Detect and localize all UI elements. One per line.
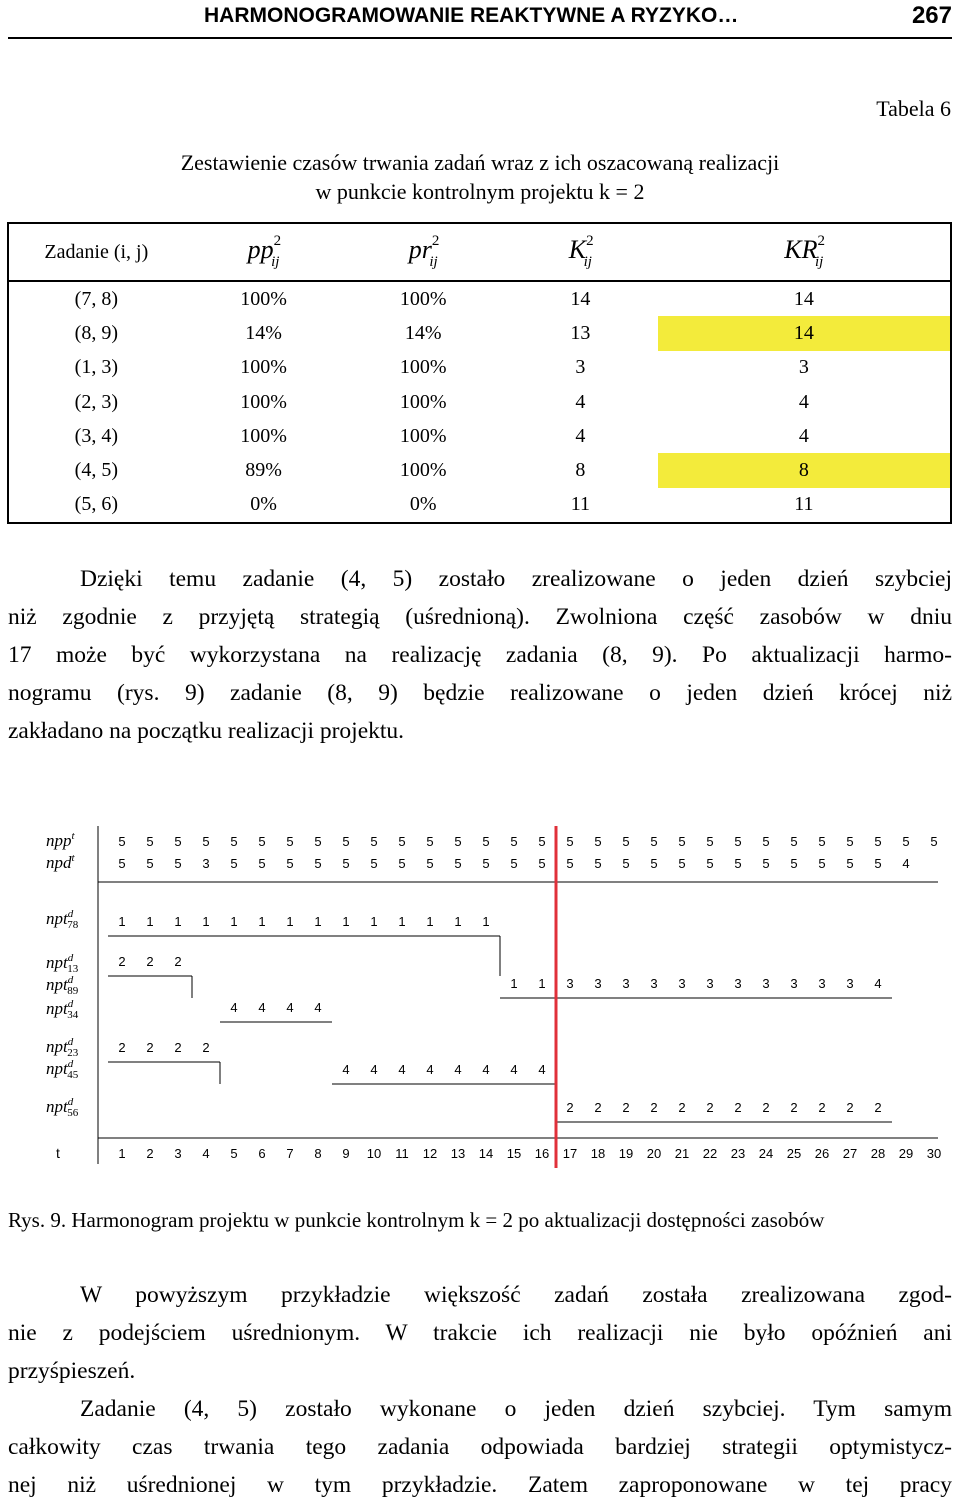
paragraph-2-line: całkowity czas trwania tego zadania odpowiada bardziej strategii optymistycz- xyxy=(8,1434,952,1460)
page-number: 267 xyxy=(911,2,952,29)
resource-value: 5 xyxy=(622,856,630,871)
resource-value: 5 xyxy=(734,834,742,849)
resource-value: 5 xyxy=(650,834,658,849)
cell-task: (3, 4) xyxy=(8,419,184,453)
task-value: 1 xyxy=(510,976,518,991)
cell-k: 4 xyxy=(575,390,586,413)
task-row-label: npt$^d$ 23 xyxy=(46,1036,79,1059)
col-header-pp xyxy=(184,223,344,281)
task-value: 2 xyxy=(566,1100,574,1115)
paragraph-1-line: zakładano na początku realizacji projektu. xyxy=(8,718,405,744)
resource-value: 5 xyxy=(706,856,714,871)
table-row xyxy=(8,488,951,523)
resource-value: 5 xyxy=(678,856,686,871)
col-header-kr-sub: ij xyxy=(815,254,824,270)
resource-value: 5 xyxy=(230,856,238,871)
col-header-pr xyxy=(343,223,503,281)
table-header-row xyxy=(8,223,951,281)
resource-value: 5 xyxy=(314,856,322,871)
paragraph-1-line: nogramu (rys. 9) zadanie (8, 9) będzie realizowane o jeden dzień krócej niż xyxy=(8,680,952,706)
cell-pp: 89% xyxy=(245,459,282,482)
task-value: 2 xyxy=(650,1100,658,1115)
cell-kr: 4 xyxy=(658,419,951,453)
paragraph-2-line: Zadanie (4, 5) zostało wykonane o jeden dzień szybciej. Tym samym xyxy=(80,1396,952,1422)
resource-value: 5 xyxy=(678,834,686,849)
t-tick-label: 26 xyxy=(814,1146,830,1161)
col-header-kr xyxy=(658,223,951,281)
resource-value: 5 xyxy=(650,856,658,871)
figure-caption: Rys. 9. Harmonogram projektu w punkcie kontrolnym k = 2 po aktualizacji dostępności zasobów xyxy=(8,1208,825,1232)
resource-value: 5 xyxy=(398,856,406,871)
col-header-kr-base: KR xyxy=(784,235,818,264)
col-header-k-sup: 2 xyxy=(586,233,594,249)
resource-value: 5 xyxy=(818,856,826,871)
resource-value: 5 xyxy=(594,834,602,849)
t-tick-label: 7 xyxy=(286,1146,294,1161)
resource-value: 5 xyxy=(762,834,770,849)
resource-value: 5 xyxy=(902,834,910,849)
task-value: 3 xyxy=(650,976,658,991)
paragraph-1-line: Dzięki temu zadanie (4, 5) zostało zrealizowane o jeden dzień szybciej xyxy=(80,566,952,592)
resource-value: 5 xyxy=(342,856,350,871)
cell-pr: 100% xyxy=(399,459,447,482)
resource-value: 5 xyxy=(818,834,826,849)
resource-value: 5 xyxy=(454,834,462,849)
task-row-label: npt$^d$ 13 xyxy=(46,952,79,975)
table-row xyxy=(8,281,951,316)
paragraph-2-line: przyśpieszeń. xyxy=(8,1358,136,1384)
t-tick-label: 1 xyxy=(118,1146,126,1161)
t-tick-label: 24 xyxy=(758,1146,774,1161)
task-value: 3 xyxy=(678,976,686,991)
col-header-k-sub: ij xyxy=(583,254,592,270)
t-tick-label: 20 xyxy=(646,1146,662,1161)
task-value: 1 xyxy=(174,914,182,929)
task-value: 2 xyxy=(734,1100,742,1115)
cell-task: (8, 9) xyxy=(8,316,184,350)
t-tick-label: 19 xyxy=(618,1146,634,1161)
t-tick-label: 5 xyxy=(230,1146,238,1161)
t-tick-label: 10 xyxy=(366,1146,382,1161)
task-value: 4 xyxy=(258,1000,266,1015)
task-value: 4 xyxy=(482,1062,490,1077)
task-value: 2 xyxy=(706,1100,714,1115)
resource-value: 5 xyxy=(846,856,854,871)
task-value: 1 xyxy=(370,914,378,929)
col-header-pr-sup: 2 xyxy=(431,233,440,249)
resource-value: 5 xyxy=(398,834,406,849)
cell-k: 14 xyxy=(570,287,591,310)
task-value: 4 xyxy=(538,1062,546,1077)
t-tick-label: 12 xyxy=(422,1146,438,1161)
col-header-task-label: Zadanie (i, j) xyxy=(44,240,149,263)
resource-value: 4 xyxy=(902,856,910,871)
resource-value: 5 xyxy=(286,834,294,849)
resource-value: 5 xyxy=(930,834,938,849)
t-tick-label: 22 xyxy=(702,1146,718,1161)
col-header-pr-sub: ij xyxy=(429,254,438,270)
cell-kr: 11 xyxy=(658,488,951,523)
resource-value: 5 xyxy=(846,834,854,849)
cell-pr: 0% xyxy=(343,488,503,523)
cell-kr: 4 xyxy=(658,385,951,419)
table-body xyxy=(8,281,951,523)
task-value: 4 xyxy=(398,1062,406,1077)
task-value: 1 xyxy=(258,914,266,929)
resource-value: 5 xyxy=(258,856,266,871)
header-rule xyxy=(8,37,952,39)
durations-table xyxy=(7,222,952,524)
t-tick-label: 16 xyxy=(534,1146,550,1161)
task-value: 4 xyxy=(286,1000,294,1015)
t-tick-label: 13 xyxy=(450,1146,466,1161)
resource-value: 5 xyxy=(342,834,350,849)
paragraph-1 xyxy=(8,560,952,750)
t-tick-label: 30 xyxy=(926,1146,942,1161)
paragraph-2-line: nie z podejściem uśrednionym. W trakcie ich realizacji nie było opóźnień ani xyxy=(8,1320,952,1346)
cell-k: 11 xyxy=(503,488,658,523)
resource-value: 5 xyxy=(734,856,742,871)
task-value: 1 xyxy=(230,914,238,929)
resource-value: 5 xyxy=(762,856,770,871)
task-value: 2 xyxy=(818,1100,826,1115)
task-value: 3 xyxy=(846,976,854,991)
resource-value: 5 xyxy=(118,834,126,849)
task-value: 4 xyxy=(342,1062,350,1077)
task-value: 2 xyxy=(846,1100,854,1115)
task-value: 4 xyxy=(314,1000,322,1015)
t-tick-label: 14 xyxy=(478,1146,494,1161)
task-value: 2 xyxy=(118,1040,126,1055)
running-title: HARMONOGRAMOWANIE REAKTYWNE A RYZYKO… xyxy=(204,4,739,27)
task-row-label: npt$^d$ 89 xyxy=(46,974,79,997)
cell-pp: 100% xyxy=(240,424,287,447)
resource-value: 5 xyxy=(202,834,210,849)
table-row xyxy=(8,385,951,419)
t-tick-label: 6 xyxy=(258,1146,266,1161)
cell-pr: 14% xyxy=(404,321,442,344)
task-row-label: npt$^d$ 78 xyxy=(46,908,79,931)
resource-value: 5 xyxy=(118,856,126,871)
cell-pr: 100% xyxy=(399,424,447,447)
task-value: 2 xyxy=(146,1040,154,1055)
col-header-pp-sup: 2 xyxy=(273,233,282,249)
task-row-label: npt$^d$ 56 xyxy=(46,1096,79,1119)
task-value: 1 xyxy=(398,914,406,929)
task-value: 2 xyxy=(594,1100,602,1115)
resource-value: 5 xyxy=(174,834,182,849)
cell-k: 4 xyxy=(575,424,586,447)
resource-value: 5 xyxy=(258,834,266,849)
cell-k: 3 xyxy=(575,356,586,379)
resource-value: 5 xyxy=(594,856,602,871)
task-value: 1 xyxy=(118,914,126,929)
t-tick-label: 11 xyxy=(395,1146,409,1161)
task-value: 1 xyxy=(202,914,210,929)
resource-value: 5 xyxy=(622,834,630,849)
table-row xyxy=(8,316,951,350)
cell-kr: 14 xyxy=(658,316,951,350)
t-tick-label: 27 xyxy=(842,1146,858,1161)
task-value: 2 xyxy=(762,1100,770,1115)
resource-value: 5 xyxy=(286,856,294,871)
resource-value: 5 xyxy=(174,856,182,871)
task-value: 3 xyxy=(566,976,574,991)
task-row-label: npt$^d$ 45 xyxy=(46,1058,79,1081)
resource-value: 5 xyxy=(146,834,154,849)
gantt-chart xyxy=(0,820,960,1172)
cell-pp: 100% xyxy=(240,390,287,413)
task-value: 2 xyxy=(174,954,182,969)
cell-pp: 100% xyxy=(240,356,287,379)
task-value: 1 xyxy=(538,976,546,991)
resource-value: 5 xyxy=(874,856,882,871)
resource-value: 5 xyxy=(566,856,574,871)
task-value: 3 xyxy=(790,976,798,991)
table-row xyxy=(8,419,951,453)
table-row xyxy=(8,453,951,487)
task-value: 4 xyxy=(230,1000,238,1015)
task-value: 4 xyxy=(510,1062,518,1077)
task-value: 2 xyxy=(146,954,154,969)
t-tick-label: 23 xyxy=(730,1146,746,1161)
resource-value: 5 xyxy=(454,856,462,871)
paragraph-2-line: W powyższym przykładzie większość zadań została zrealizowana zgod- xyxy=(80,1282,952,1308)
cell-task: (5, 6) xyxy=(8,488,184,523)
table-caption-line-1: Zestawienie czasów trwania zadań wraz z ich oszacowaną realizacji xyxy=(180,150,780,175)
task-value: 1 xyxy=(482,914,490,929)
resource-value: 5 xyxy=(482,856,490,871)
cell-kr: 8 xyxy=(658,453,951,487)
col-header-kr-sup: 2 xyxy=(817,233,826,249)
resource-value: 5 xyxy=(566,834,574,849)
cell-pr: 100% xyxy=(399,287,447,310)
table-caption-line-2: w punkcie kontrolnym projektu k = 2 xyxy=(315,179,645,204)
t-tick-label: 8 xyxy=(314,1146,322,1161)
task-value: 2 xyxy=(174,1040,182,1055)
running-header xyxy=(0,0,960,36)
cell-pp: 0% xyxy=(184,488,344,523)
t-tick-label: 21 xyxy=(674,1146,690,1161)
task-value: 3 xyxy=(706,976,714,991)
task-value: 4 xyxy=(454,1062,462,1077)
task-value: 3 xyxy=(818,976,826,991)
cell-k: 8 xyxy=(575,459,586,482)
cell-task: (1, 3) xyxy=(8,351,184,385)
resource-value: 5 xyxy=(146,856,154,871)
cell-pp: 100% xyxy=(240,287,287,310)
cell-k: 13 xyxy=(570,321,591,344)
t-tick-label: 15 xyxy=(506,1146,522,1161)
resource-value: 5 xyxy=(370,856,378,871)
task-value: 4 xyxy=(874,976,882,991)
resource-value: 5 xyxy=(510,856,518,871)
t-tick-label: 17 xyxy=(562,1146,578,1161)
t-tick-label: 4 xyxy=(202,1146,210,1161)
cell-task: (7, 8) xyxy=(8,281,184,316)
paragraph-1-line: 17 może być wykorzystana na realizację zadania (8, 9). Po aktualizacji harmo- xyxy=(8,642,952,668)
cell-pr: 100% xyxy=(399,356,447,379)
resource-value: 5 xyxy=(706,834,714,849)
task-row-label: npt$^d$ 34 xyxy=(46,998,79,1021)
task-value: 4 xyxy=(370,1062,378,1077)
paragraph-2 xyxy=(8,1276,952,1504)
resource-row-label: npd$^t$ xyxy=(46,852,75,872)
t-tick-label: 18 xyxy=(590,1146,606,1161)
task-value: 3 xyxy=(762,976,770,991)
task-value: 2 xyxy=(622,1100,630,1115)
task-value: 4 xyxy=(426,1062,434,1077)
col-header-task xyxy=(8,223,184,281)
t-tick-label: 3 xyxy=(174,1146,182,1161)
resource-value: 5 xyxy=(538,834,546,849)
col-header-pp-base: pp xyxy=(247,235,274,264)
resource-value: 5 xyxy=(370,834,378,849)
col-header-k xyxy=(503,223,658,281)
task-value: 1 xyxy=(146,914,154,929)
cell-pr: 100% xyxy=(399,390,447,413)
resource-value: 3 xyxy=(202,856,210,871)
task-value: 3 xyxy=(622,976,630,991)
col-header-pp-sub: ij xyxy=(271,254,280,270)
task-value: 1 xyxy=(314,914,322,929)
task-value: 1 xyxy=(342,914,350,929)
cell-pp: 14% xyxy=(245,321,282,344)
table-row xyxy=(8,351,951,385)
t-axis-label: t xyxy=(56,1145,60,1161)
t-tick-label: 28 xyxy=(870,1146,886,1161)
task-value: 2 xyxy=(678,1100,686,1115)
table-caption xyxy=(0,148,960,206)
t-tick-label: 9 xyxy=(342,1146,350,1161)
t-tick-label: 2 xyxy=(146,1146,154,1161)
task-value: 2 xyxy=(790,1100,798,1115)
resource-value: 5 xyxy=(790,856,798,871)
resource-value: 5 xyxy=(230,834,238,849)
cell-task: (4, 5) xyxy=(8,453,184,487)
col-header-pr-base: pr xyxy=(408,235,432,264)
resource-value: 5 xyxy=(874,834,882,849)
paragraph-2-line: nej niż uśrednionej w tym przykładzie. Zatem zaproponowane w tej pracy xyxy=(8,1472,952,1498)
resource-value: 5 xyxy=(510,834,518,849)
task-value: 1 xyxy=(426,914,434,929)
t-tick-label: 29 xyxy=(898,1146,914,1161)
resource-value: 5 xyxy=(314,834,322,849)
table-number: Tabela 6 xyxy=(876,96,951,121)
task-value: 2 xyxy=(874,1100,882,1115)
task-value: 3 xyxy=(594,976,602,991)
task-value: 1 xyxy=(286,914,294,929)
paragraph-1-line: niż zgodnie z przyjętą strategią (uśrednioną). Zwolniona część zasobów w dniu xyxy=(8,604,952,630)
resource-row-label: npp$^t$ xyxy=(46,830,75,850)
resource-value: 5 xyxy=(790,834,798,849)
task-value: 2 xyxy=(118,954,126,969)
resource-value: 5 xyxy=(482,834,490,849)
task-value: 2 xyxy=(202,1040,210,1055)
cell-kr: 3 xyxy=(658,351,951,385)
col-header-k-base: K xyxy=(568,235,587,264)
cell-task: (2, 3) xyxy=(8,385,184,419)
cell-kr: 14 xyxy=(658,281,951,316)
resource-value: 5 xyxy=(426,834,434,849)
resource-value: 5 xyxy=(426,856,434,871)
task-value: 3 xyxy=(734,976,742,991)
task-value: 1 xyxy=(454,914,462,929)
t-tick-label: 25 xyxy=(786,1146,802,1161)
resource-value: 5 xyxy=(538,856,546,871)
